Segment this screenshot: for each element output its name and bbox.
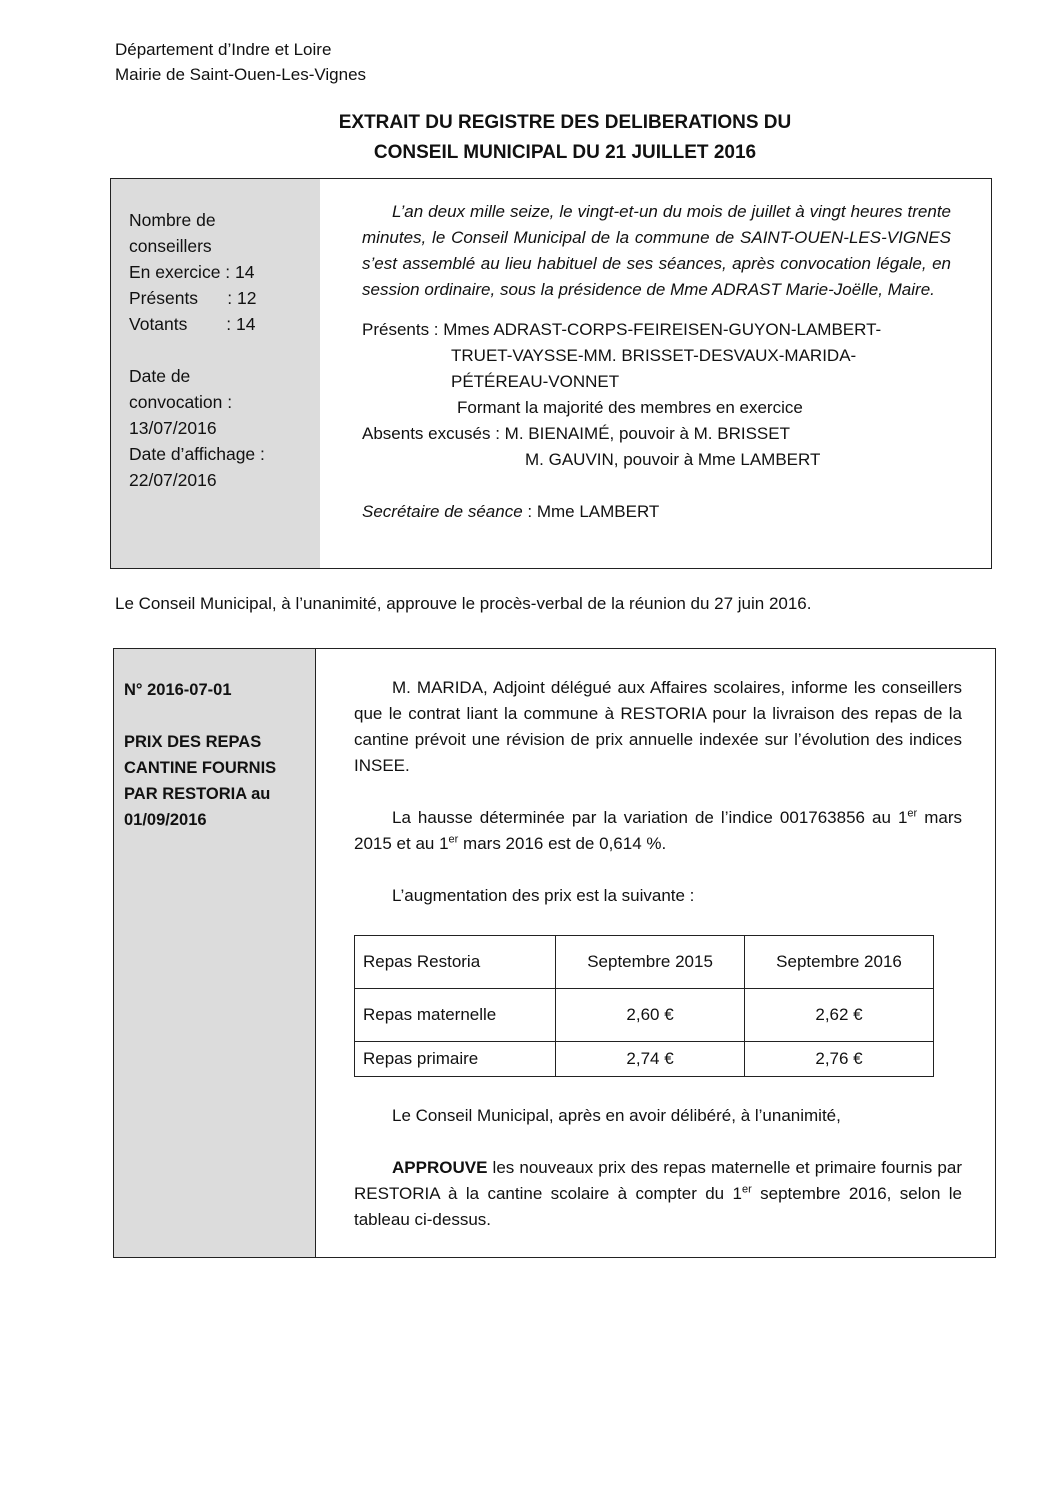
superscript: er [907,807,918,820]
session-details [320,179,991,568]
table-cell: 2,60 € [556,989,745,1042]
stat-present: Présents : 12 [129,288,257,308]
title-line-2: CONSEIL MUNICIPAL DU 21 JUILLET 2016 [373,142,757,163]
decision-keyword: APPROUVE [392,1158,488,1177]
attendance [362,317,951,525]
present-line-1: Présents : Mmes ADRAST-CORPS-FEIREISEN-GUYON-LAMBERT- [362,320,882,339]
text-span: mars 2015 et au 1 [354,808,963,853]
table-header: Septembre 2016 [745,936,934,989]
letterhead [115,37,366,87]
superscript: er [448,833,459,846]
council-stats-sidebar [111,179,320,568]
deliberation-subject: 01/09/2016 [124,811,207,829]
table-row [355,1042,934,1077]
absent-line-1: Absents excusés : M. BIENAIMÉ, pouvoir à M. BRISSET [362,424,790,443]
paragraph-decision [354,1155,962,1233]
stat-in-office: En exercice : 14 [129,262,255,282]
deliberation-subject: PAR RESTORIA au [124,785,271,803]
stat-voters: Votants : 14 [129,314,256,334]
convocation-label: Date de [129,366,191,386]
text-span: les nouveaux prix des repas maternelle et primaire fournis par RESTORIA à la cantine scolaire à compter du 1 [354,1158,962,1203]
table-cell: Repas primaire [355,1042,556,1077]
table-cell: 2,62 € [745,989,934,1042]
paragraph-increase: L’augmentation des prix est la suivante : [392,886,695,905]
text-span: septembre 2016, selon le tableau ci-dessus. [354,1184,962,1229]
table-cell: 2,74 € [556,1042,745,1077]
deliberation-body [316,649,995,1257]
document-title [0,108,1058,168]
stat-line: conseillers [129,236,212,256]
mairie-line: Mairie de Saint-Ouen-Les-Vignes [115,65,367,84]
stat-line: Nombre de [129,210,216,230]
absent-line-2: M. GAUVIN, pouvoir à Mme LAMBERT [525,450,821,469]
deliberation-subject: PRIX DES REPAS [124,733,262,751]
present-line-3: PÉTÉREAU-VONNET [451,372,620,391]
deliberation-number: N° 2016-07-01 [124,681,232,699]
minutes-approval: Le Conseil Municipal, à l’unanimité, approuve le procès-verbal de la réunion du 27 juin 2016. [115,594,812,613]
session-intro: L’an deux mille seize, le vingt-et-un du mois de juillet à vingt heures trente minutes, le Conseil Municipal de la commune de SAINT-OUEN-LES-VIGNES s’est assemblé au lieu habituel de ses séances, après convocation légale, en session ordinaire, sous la présidence de Mme ADRAST Marie-Joëlle, Maire. [362,202,951,299]
department-line: Département d’Indre et Loire [115,40,332,59]
table-header: Repas Restoria [355,936,556,989]
table-header-row [355,936,934,989]
paragraph-contract: M. MARIDA, Adjoint délégué aux Affaires scolaires, informe les conseillers que le contrat liant la commune à RESTORIA pour la livraison des repas de la cantine prévoit une révision de prix annuelle indexée sur l’évolution des indices INSEE. [354,678,962,775]
price-table [354,935,934,1077]
secretary-label: Secrétaire de séance [362,502,523,521]
present-line-2: TRUET-VAYSSE-MM. BRISSET-DESVAUX-MARIDA- [451,346,857,365]
paragraph-index [354,805,962,857]
convocation-label: convocation : [129,392,233,412]
session-info-box [110,178,992,569]
deliberation-subject: CANTINE FOURNIS [124,759,277,777]
majority-line: Formant la majorité des membres en exercice [457,398,803,417]
table-header: Septembre 2015 [556,936,745,989]
text-span: mars 2016 est de 0,614 %. [458,834,667,853]
superscript: er [741,1183,752,1196]
posting-date: 22/07/2016 [129,470,217,490]
deliberation-sidebar [114,649,316,1257]
secretary-value: : Mme LAMBERT [522,502,660,521]
paragraph-deliberated: Le Conseil Municipal, après en avoir délibéré, à l’unanimité, [392,1106,841,1125]
deliberation-box [113,648,996,1258]
text-span: La hausse déterminée par la variation de l’indice 001763856 au 1 [392,808,908,827]
table-cell: 2,76 € [745,1042,934,1077]
posting-label: Date d’affichage : [129,444,265,464]
title-line-1: EXTRAIT DU REGISTRE DES DELIBERATIONS DU [338,112,792,133]
convocation-date: 13/07/2016 [129,418,217,438]
table-row [355,989,934,1042]
secretary-line [362,499,951,525]
table-cell: Repas maternelle [355,989,556,1042]
